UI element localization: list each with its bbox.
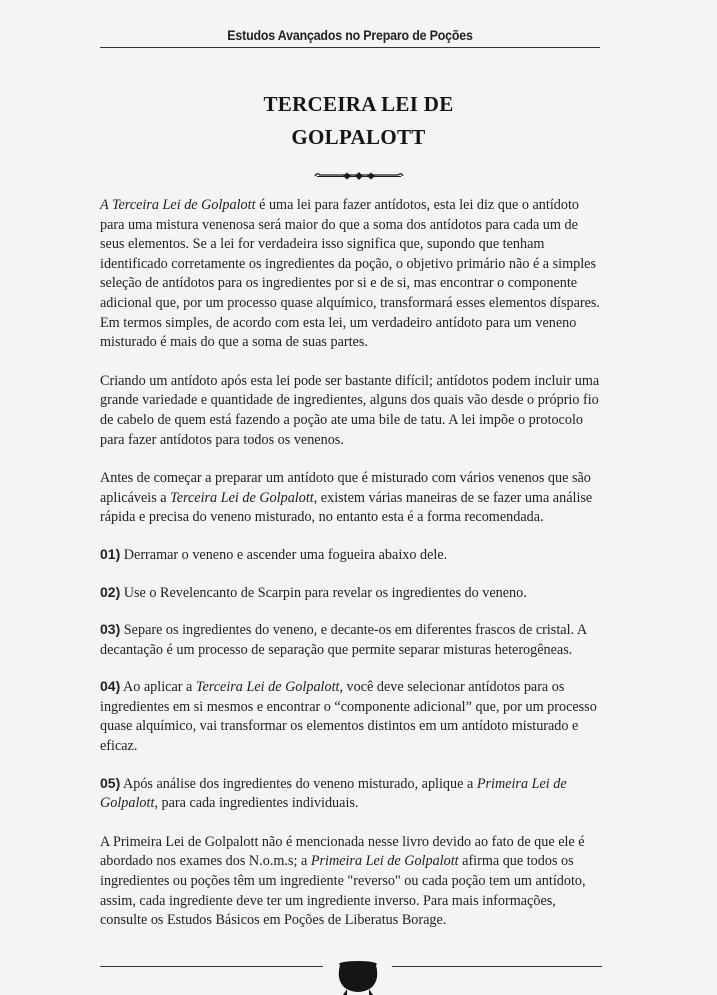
law-name: Primeira Lei de Golpalott [310,853,459,870]
law-name: Terceira Lei de Golpalott [170,489,314,506]
law-name: A Terceira Lei de Golpalott [100,197,256,213]
paragraph-procedure-intro [100,469,605,528]
step-04 [100,677,605,756]
footer-rule-right [392,966,602,967]
paragraph-text: afirma que todos os ingredientes ou poções têm um ingrediente "reverso" ou cada poção tem um antídoto, assim, cada ingrediente deve ter um ingrediente inverso. Para mais informações, consulte os Estudos Básicos em Poções de Liberatus Borage. [100,853,586,929]
law-name: Terceira Lei de Golpalott [195,679,340,696]
footer-rule-left [100,966,323,967]
header-rule [100,47,600,48]
chapter-title-line-2: GOLPALOTT [291,125,426,149]
step-number: 01) [100,545,121,562]
paragraph-intro [100,196,605,353]
step-text: Derramar o veneno e ascender uma fogueira abaixo dele. [120,546,448,563]
paragraph-text: é uma lei para fazer antídotos, esta lei diz que o antídoto para uma mistura venenosa será maior do que a soma dos antídotos para cada um de seus elementos. Se a lei for verdadeira isso significa que, supondo que tenham identificado corretamente os ingredientes da poção, o objetivo primário não é a simples seleção de antídotos para os ingredientes por si e de si, mas encontrar o componente adicional que, por um processo quase alquímico, transformará esses elementos díspares. Em termos simples, de acordo com esta lei, um verdadeiro antídoto para um veneno misturado é mais do que a soma de suas partes. [100,197,600,351]
step-number: 02) [100,583,121,600]
flourish-ornament-icon [313,169,405,183]
step-01 [100,545,605,566]
paragraph-difficulty: Criando um antídoto após esta lei pode ser bastante difícil; antídotos podem incluir uma grande variedade e quantidade de ingredientes, alguns dos quais vão desde o próprio fio de cabelo de quem está fazendo a poção ate uma bile de tatu. A lei impõe o protocolo para fazer antídotos para todos os venenos. [100,372,600,448]
chapter-title [150,88,567,154]
step-05 [100,774,605,814]
step-text: Use o Revelencanto de Scarpin para revelar os ingredientes do veneno. [120,584,527,601]
running-header-title: Estudos Avançados no Preparo de Poções [227,28,473,43]
step-text: Separe os ingredientes do veneno, e decante-os em diferentes frascos de cristal. A decantação é um processo de separação que permite separar misturas heterogêneas. [100,622,587,658]
paragraph-text: A Primeira Lei de Golpalott não é mencionada nesse livro devido ao fato de que ele é abordado nos exames dos N.o.m.s; a [100,833,585,870]
step-03 [100,620,605,660]
law-name: Primeira Lei de Golpalott [100,775,567,812]
body-text [100,196,605,931]
step-number: 03) [100,621,121,638]
step-text: Após análise dos ingredientes do veneno misturado, aplique a [120,775,477,792]
step-text: , para cada ingredientes individuais. [154,795,359,812]
running-header [100,22,600,52]
paragraph-text: Antes de começar a preparar um antídoto que é misturado com vários venenos que são aplicáveis a [100,470,591,506]
cauldron-icon [327,952,389,995]
step-text: , você deve selecionar antídotos para os ingredientes em si mesmos e encontrar o “componente adicional” que, por um processo quase alquímico, vai transformar os elementos distintos em um antídoto misturado e eficaz. [100,679,597,755]
chapter-title-line-1: TERCEIRA LEI DE [263,92,454,116]
paragraph-text: , existem várias maneiras de se fazer uma análise rápida e precisa do veneno misturado, no entanto esta é a forma recomendada. [100,489,593,526]
step-02 [100,583,605,604]
step-number: 04) [100,678,121,695]
paragraph-closing-note [100,833,605,931]
step-number: 05) [100,774,121,791]
step-text: Ao aplicar a [120,679,196,696]
